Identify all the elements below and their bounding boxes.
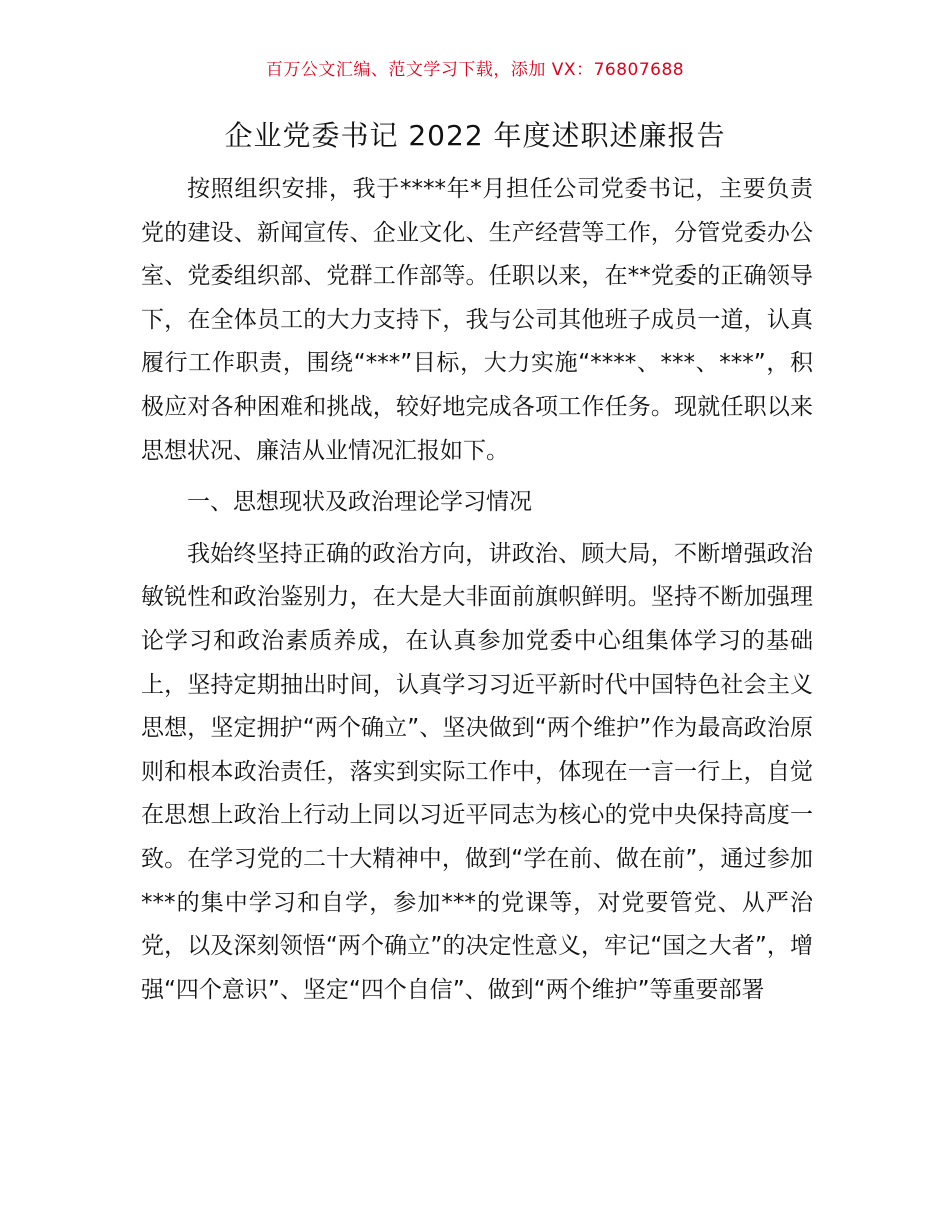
intro-paragraph: 按照组织安排，我于****年*月担任公司党委书记，主要负责党的建设、新闻宣传、企业文化、生产经营等工作，分管党委办公室、党委组织部、党群工作部等。任职以来，在**党委的正确领导下，在全体员工的大力支持下，我与公司其他班子成员一道，认真履行工作职责，围绕“***”目标，大力实施“****、***、***”，积极应对各种困难和挑战，较好地完成各项工作任务。现就任职以来思想状况、廉洁从业情况汇报如下。: [141, 176, 813, 464]
section-paragraph: 我始终坚持正确的政治方向，讲政治、顾大局，不断增强政治敏锐性和政治鉴别力，在大是大非面前旗帜鲜明。坚持不断加强理论学习和政治素质养成，在认真参加党委中心组集体学习的基础上，坚持定期抽出时间，认真学习习近平新时代中国特色社会主义思想，坚定拥护“两个确立”、坚决做到“两个维护”作为最高政治原则和根本政治责任，落实到实际工作中，体现在一言一行上，自觉在思想上政治上行动上同以习近平同志为核心的党中央保持高度一致。在学习党的二十大精神中，做到“学在前、做在前”，通过参加***的集中学习和自学，参加***的党课等，对党要管党、从严治党，以及深刻领悟“两个确立”的决定性意义，牢记“国之大者”，增强“四个意识”、坚定“四个自信”、做到“两个维护”等重要部署: [141, 540, 813, 1003]
document-title: 企业党委书记 2022 年度述职述廉报告: [224, 119, 726, 152]
section-heading: 一、思想现状及政治理论学习情况: [187, 489, 532, 516]
document-body: [141, 168, 813, 1012]
watermark-header: 百万公文汇编、范文学习下载，添加 VX：76807688: [265, 60, 685, 80]
